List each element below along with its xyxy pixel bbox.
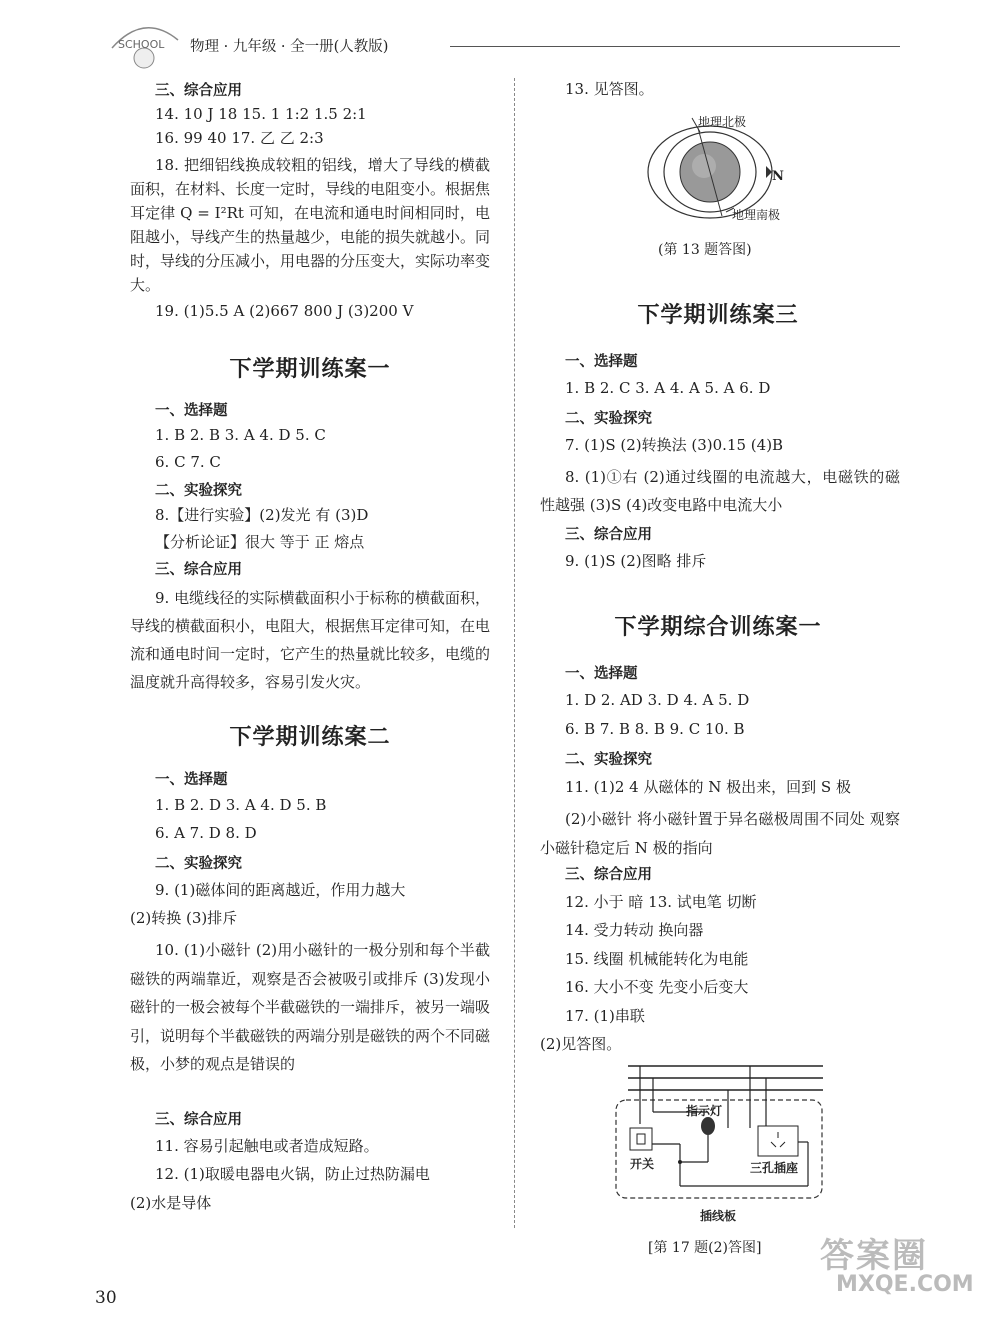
section-heading: 三、综合应用: [565, 867, 652, 883]
case-title: 下学期训练案一: [229, 357, 391, 382]
answer-line: 14. 10 J 18 15. 1 1:2 1.5 2:1: [155, 105, 367, 123]
answer-row: 1. B 2. D 3. A 4. D 5. B: [155, 796, 327, 814]
case-title: 下学期综合训练案一: [614, 615, 822, 640]
answer-line: 16. 大小不变 先变小后变大: [565, 978, 749, 996]
figure-caption: [第 17 题(2)答图]: [648, 1240, 762, 1256]
section-heading: 三、综合应用: [565, 527, 652, 543]
answer-paragraph: 9. 电缆线径的实际横截面积小于标称的横截面积，导线的横截面积小，电阻大，根据焦耳定律可知，在电流和通电时间一定时，它产生的热量就比较多，电缆的温度就升高得较多，容易引发火灾。: [130, 589, 491, 691]
section-heading: 二、实验探究: [155, 856, 242, 872]
answer-row: 1. B 2. B 3. A 4. D 5. C: [155, 426, 326, 444]
answer-line: (2)水是导体: [130, 1194, 212, 1212]
answer-line: 12. (1)取暖电器电火锅，防止过热防漏电: [155, 1165, 430, 1183]
section-heading: 三、综合应用: [155, 83, 242, 99]
section-heading: 三、综合应用: [155, 1112, 242, 1128]
answer-line: 16. 99 40 17. 乙 乙 2:3: [155, 129, 324, 147]
page-number: 30: [95, 1288, 117, 1308]
answer-line: 9. (1)磁体间的距离越近，作用力越大: [155, 881, 406, 899]
section-heading: 一、选择题: [155, 403, 228, 419]
column-divider: [514, 78, 515, 1228]
answer-line: 8.【进行实验】(2)发光 有 (3)D: [155, 506, 369, 524]
answer-line: 13. 见答图。: [565, 80, 654, 98]
answer-line: 12. 小于 暗 13. 试电笔 切断: [565, 893, 757, 911]
answer-row: 6. A 7. D 8. D: [155, 824, 257, 842]
section-heading: 一、选择题: [155, 772, 228, 788]
answer-line: 【分析论证】很大 等于 正 熔点: [155, 533, 365, 551]
answer-row: 6. C 7. C: [155, 453, 221, 471]
watermark-url: MXQE.COM: [836, 1272, 974, 1297]
section-heading: 二、实验探究: [565, 752, 652, 768]
answer-line: 11. 容易引起触电或者造成短路。: [155, 1137, 379, 1155]
watermark-stamp: 答案圈: [820, 1236, 928, 1276]
answer-paragraph: 8. (1)①右 (2)通过线圈的电流越大，电磁铁的磁性越强 (3)S (4)改变电路中电流大小: [540, 468, 900, 514]
label-n-pole: N: [772, 169, 784, 184]
section-heading: 三、综合应用: [155, 562, 242, 578]
answer-row: 6. B 7. B 8. B 9. C 10. B: [565, 720, 745, 738]
answer-line: 17. (1)串联: [565, 1007, 645, 1025]
label-indicator-light: 指示灯: [686, 1104, 723, 1118]
header-rule: [450, 46, 900, 47]
answer-line: 7. (1)S (2)转换法 (3)0.15 (4)B: [565, 436, 784, 454]
answer-line: 19. (1)5.5 A (2)667 800 J (3)200 V: [155, 302, 414, 320]
answer-line: (2)转换 (3)排斥: [130, 909, 238, 927]
answer-paragraph: 10. (1)小磁针 (2)用小磁针的一极分别和每个半截磁铁的两端靠近，观察是否会被吸引或排斥 (3)发现小磁针的一极会被每个半截磁铁的一端排斥，被另一端吸引，说明每个半截磁铁的两端分别是磁铁的两个不同磁极，小梦的观点是错误的: [130, 941, 491, 1073]
answer-line: 9. (1)S (2)图略 排斥: [565, 552, 707, 570]
answer-line: 15. 线圈 机械能转化为电能: [565, 950, 749, 968]
answer-line: 14. 受力转动 换向器: [565, 921, 704, 939]
label-geographic-north: 地理北极: [698, 115, 747, 129]
school-logo: [104, 18, 184, 78]
logo-text: SCHOOL: [118, 38, 165, 51]
section-heading: 一、选择题: [565, 354, 638, 370]
page-header-title: 物理 · 九年级 · 全一册(人教版): [190, 39, 389, 55]
answer-line: (2)见答图。: [540, 1035, 622, 1053]
label-geographic-south: 地理南极: [732, 208, 781, 222]
case-title: 下学期训练案二: [229, 725, 391, 750]
answer-row: 1. B 2. C 3. A 4. A 5. A 6. D: [565, 379, 771, 397]
label-switch: 开关: [630, 1157, 655, 1171]
section-heading: 二、实验探究: [155, 483, 242, 499]
figure-17-power-strip-circuit: [608, 1062, 828, 1212]
answer-paragraph: (2)小磁针 将小磁针置于异名磁极周围不同处 观察小磁针稳定后 N 极的指向: [540, 810, 900, 857]
section-heading: 二、实验探究: [565, 411, 652, 427]
figure-caption: (第 13 题答图): [658, 242, 752, 258]
answer-paragraph: 18. 把细铝线换成较粗的铝线，增大了导线的横截面积，在材料、长度一定时，导线的电阻变小。根据焦耳定律 Q = I²Rt 可知，在电流和通电时间相同时，电阻越小，导线产生的热量越少，电能的损失就越小。同时，导线的分压减小，用电器的分压变大，实际功率变大。: [130, 156, 491, 294]
case-title: 下学期训练案三: [637, 303, 799, 328]
answer-row: 1. D 2. AD 3. D 4. A 5. D: [565, 691, 750, 709]
label-three-pin-socket: 三孔插座: [750, 1161, 799, 1175]
label-power-strip: 插线板: [700, 1209, 737, 1223]
answer-line: 11. (1)2 4 从磁体的 N 极出来，回到 S 极: [565, 778, 851, 796]
section-heading: 一、选择题: [565, 666, 638, 682]
